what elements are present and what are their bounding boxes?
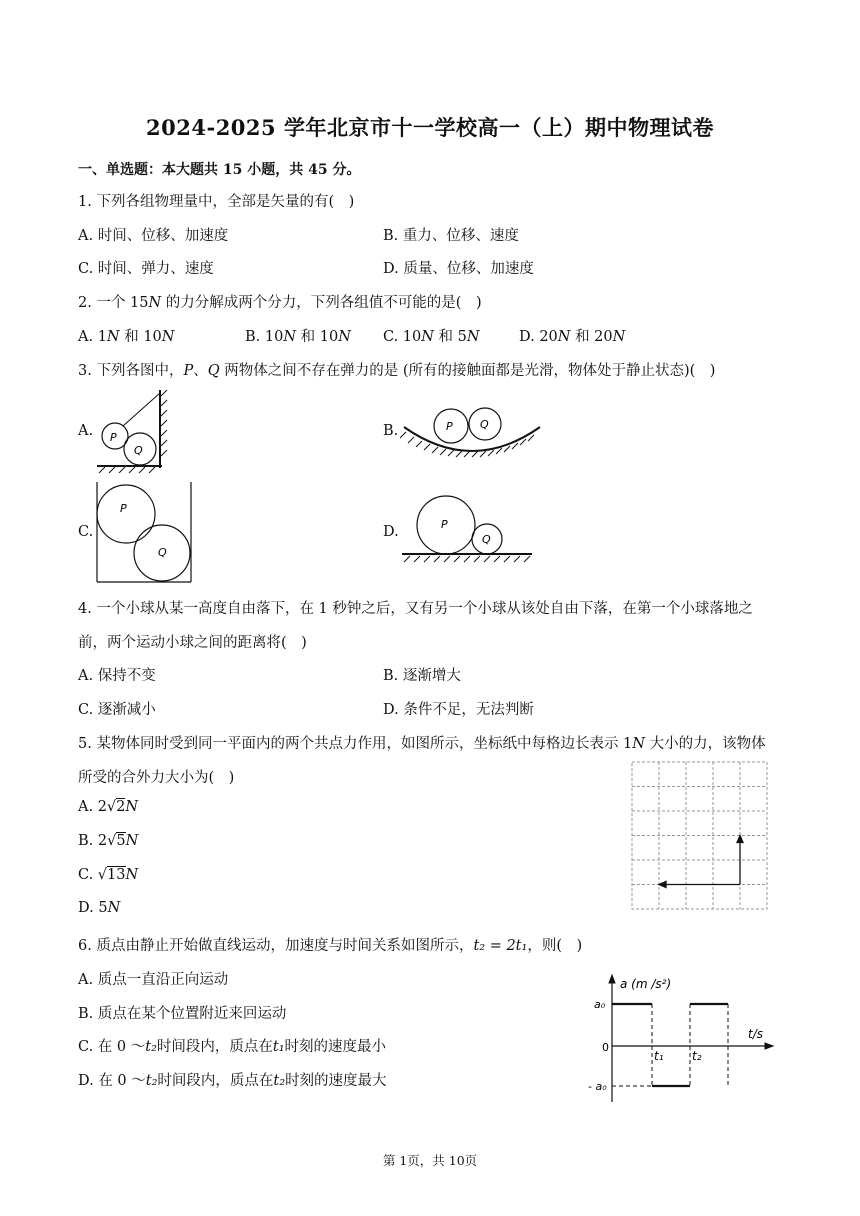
q1-option-d[interactable]: D. 质量、位移、加速度 [383,261,534,277]
q4-option-d[interactable]: D. 条件不足，无法判断 [383,702,534,718]
q4-option-c[interactable]: C. 逐渐减小 [78,702,156,718]
q3-figure-c [95,480,195,585]
q6-graph-t1: t₁ [654,1049,664,1063]
q1-option-a[interactable]: A. 时间、位移、加速度 [78,228,229,244]
page-title: 2024-2025 学年北京市十一学校高一（上）期中物理试卷 [146,115,714,140]
q6-graph-ylabel: a (m /s²) [620,977,672,991]
q6-option-c[interactable]: C. 在 0 ～t₂时间段内，质点在t₁时刻的速度最小 [78,1039,387,1055]
q2-option-d[interactable]: D. 20N 和 20N [519,329,626,345]
q3c-label-q: Q [158,546,167,559]
q3b-label-q: Q [480,418,489,431]
q6-option-b[interactable]: B. 质点在某个位置附近来回运动 [78,1006,287,1022]
q5-stem-line2: 所受的合外力大小为( ) [78,770,235,786]
q1-option-c[interactable]: C. 时间、弹力、速度 [78,261,214,277]
q6-graph-a0: a₀ [594,998,606,1011]
page-footer: 第 1页，共 10页 [382,1153,478,1168]
q6-option-d[interactable]: D. 在 0 ～t₂时间段内，质点在t₂时刻的速度最大 [78,1073,387,1089]
q6-option-a[interactable]: A. 质点一直沿正向运动 [78,972,229,988]
q3-option-d[interactable]: D. [383,524,399,540]
q3-option-a[interactable]: A. [78,423,94,439]
q5-option-d[interactable]: D. 5N [78,900,121,916]
q5-option-b[interactable]: B. 2√5N [78,833,139,849]
q2-option-a[interactable]: A. 1N 和 10N [78,329,175,345]
q2-option-c[interactable]: C. 10N 和 5N [383,329,480,345]
q3c-label-p: P [120,502,127,515]
q3b-label-p: P [446,420,453,433]
q5-option-a[interactable]: A. 2√2N [78,799,139,815]
q6-graph-t2: t₂ [692,1049,702,1063]
q6-stem: 6. 质点由静止开始做直线运动，加速度与时间关系如图所示，t₂ = 2t₁，则( ) [78,938,583,954]
q6-graph-xlabel: t/s [748,1027,763,1041]
q5-option-c[interactable]: C. √13N [78,867,139,883]
q3-option-c[interactable]: C. [78,524,94,540]
q1-option-b[interactable]: B. 重力、位移、速度 [383,228,519,244]
q6-acceleration-graph [580,970,780,1110]
section-heading: 一、单选题：本大题共 15 小题，共 45 分。 [78,162,361,178]
q3-figure-d [400,494,535,574]
q3-stem: 3. 下列各图中，P、Q 两物体之间不存在弹力的是 (所有的接触面都是光滑，物体处于静止状态)( ) [78,363,716,379]
q3-figure-a [95,388,170,473]
q6-graph-neg-a0: - a₀ [588,1080,607,1093]
q4-stem-line2: 前，两个运动小球之间的距离将( ) [78,635,307,651]
q6-graph-zero: 0 [602,1041,609,1054]
q5-force-grid [630,760,770,912]
q3d-label-p: P [441,518,448,531]
q2-stem: 2. 一个 15N 的力分解成两个分力，下列各组值不可能的是( ) [78,295,482,311]
q1-stem: 1. 下列各组物理量中，全部是矢量的有( ) [78,194,355,210]
q3-option-b[interactable]: B. [383,423,399,439]
q2-option-b[interactable]: B. 10N 和 10N [245,329,351,345]
q4-stem-line1: 4. 一个小球从某一高度自由落下，在 1 秒钟之后，又有另一个小球从该处自由下落，在第一个小球落地之 [78,601,753,617]
q3a-label-q: Q [134,444,143,457]
q4-option-a[interactable]: A. 保持不变 [78,668,156,684]
q3a-label-p: P [110,431,117,444]
q3-figure-b [400,395,545,465]
q4-option-b[interactable]: B. 逐渐增大 [383,668,461,684]
q3d-label-q: Q [482,533,491,546]
q5-stem-line1: 5. 某物体同时受到同一平面内的两个共点力作用，如图所示，坐标纸中每格边长表示 1N 大小的力，该物体 [78,736,766,752]
